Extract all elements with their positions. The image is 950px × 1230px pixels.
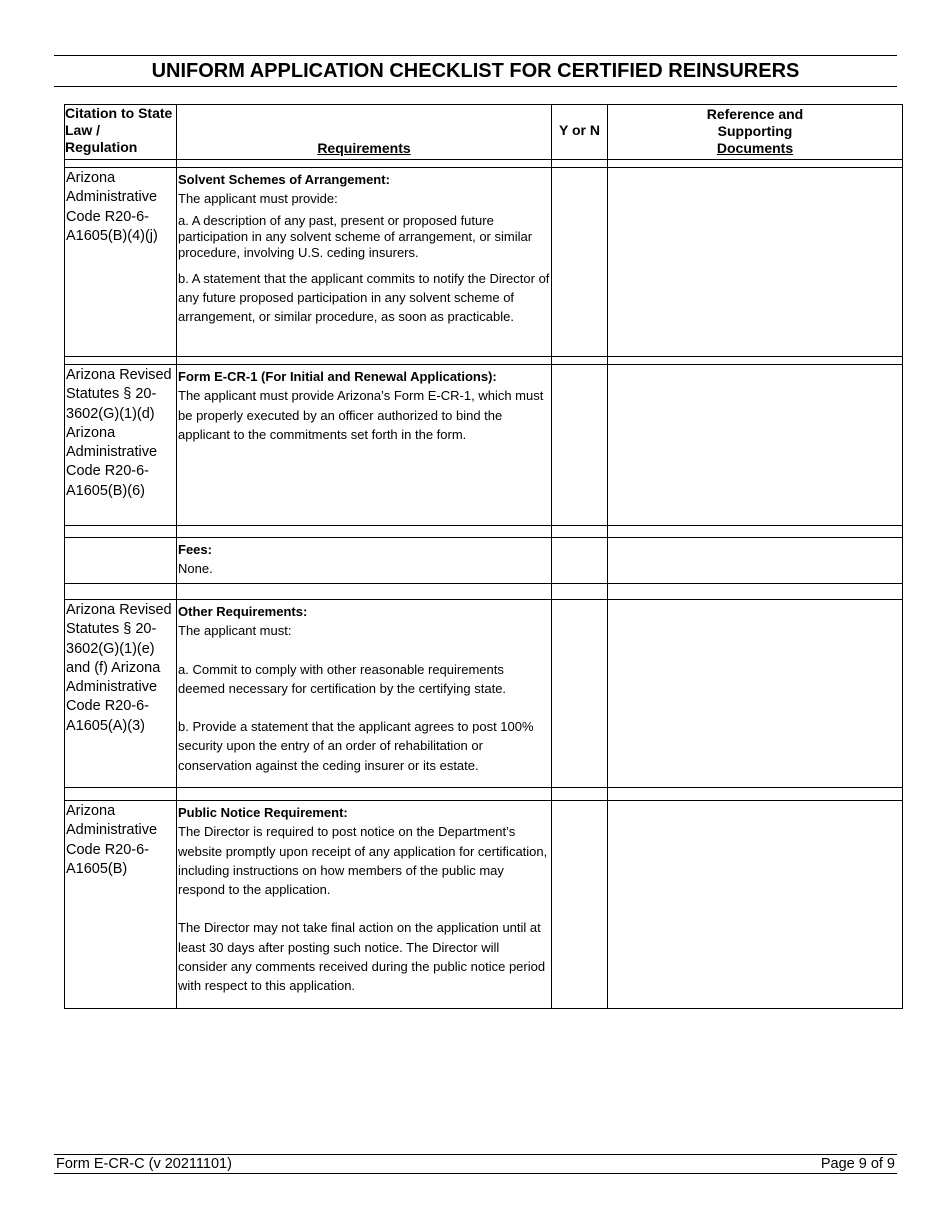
form-id: Form E-CR-C (v 20211101) [56, 1156, 232, 1172]
yn-cell[interactable] [552, 365, 608, 526]
table-row [65, 538, 903, 584]
yn-cell[interactable] [552, 801, 608, 1009]
spacer-row [65, 788, 903, 801]
requirement-item-b: b. Provide a statement that the applicant agrees to post 100% security upon the entry of an order of rehabilitation or conservation against the ceding insurer or its estate. [178, 719, 534, 773]
title-bar [54, 55, 897, 87]
requirements-cell [177, 801, 552, 1009]
page-number: Page 9 of 9 [820, 1156, 895, 1172]
requirements-cell [177, 365, 552, 526]
spacer-row [65, 160, 903, 168]
spacer-row [65, 357, 903, 365]
requirement-body: None. [178, 561, 213, 577]
table-row [65, 365, 903, 526]
header-requirements [177, 105, 552, 160]
requirements-cell [177, 168, 552, 357]
citation-cell: Arizona Administrative Code R20-6-A1605(B)(4)(j) [65, 168, 177, 357]
requirement-para-1: The Director is required to post notice on the Department’s website promptly upon receipt of any application for certification, including instructions on how members of the public may respond to the application. [178, 824, 548, 898]
spacer-row [65, 526, 903, 538]
yn-cell[interactable] [552, 538, 608, 584]
table-row [65, 801, 903, 1009]
reference-cell[interactable] [608, 600, 903, 788]
header-requirements-label: Requirements [317, 140, 411, 156]
yn-cell[interactable] [552, 600, 608, 788]
citation-cell [65, 538, 177, 584]
requirement-intro: The applicant must: [178, 623, 292, 639]
requirements-cell [177, 538, 552, 584]
header-row [65, 105, 903, 160]
page-footer [54, 1154, 897, 1174]
citation-cell: Arizona Revised Statutes § 20-3602(G)(1)(e) and (f) Arizona Administrative Code R20-6-A1605(A)(3) [65, 600, 177, 788]
requirement-heading: Other Requirements: [178, 604, 308, 619]
header-yn: Y or N [552, 105, 608, 160]
requirement-intro: The applicant must provide: [178, 191, 338, 207]
requirements-cell [177, 600, 552, 788]
header-citation: Citation to State Law / Regulation [65, 105, 177, 160]
header-reference [608, 105, 903, 160]
requirement-heading: Public Notice Requirement: [178, 805, 348, 820]
citation-cell: Arizona Administrative Code R20-6-A1605(B) [65, 801, 177, 1009]
header-reference-line3: Documents [716, 140, 794, 156]
requirement-heading: Form E-CR-1 (For Initial and Renewal Applications): [178, 369, 497, 384]
requirement-item-a: a. A description of any past, present or proposed future participation in any solvent scheme of arrangement, or similar procedure, involving U.S. ceding insurers. [178, 212, 533, 260]
header-reference-line1: Reference and [706, 106, 804, 122]
reference-cell[interactable] [608, 801, 903, 1009]
checklist-table [64, 104, 903, 1009]
requirement-item-a: a. Commit to comply with other reasonable requirements deemed necessary for certification by the certifying state. [178, 661, 507, 696]
yn-cell[interactable] [552, 168, 608, 357]
spacer-row [65, 584, 903, 600]
requirement-heading: Fees: [178, 542, 212, 557]
table-row [65, 600, 903, 788]
reference-cell[interactable] [608, 538, 903, 584]
reference-cell[interactable] [608, 365, 903, 526]
requirement-body: The applicant must provide Arizona’s Form E-CR-1, which must be properly executed by an officer authorized to bind the applicant to the commitments set forth in the form. [178, 388, 544, 442]
requirement-heading: Solvent Schemes of Arrangement: [178, 172, 390, 187]
table-row [65, 168, 903, 357]
requirement-para-2: The Director may not take final action on the application until at least 30 days after posting such notice. The Director will consider any comments received during the public notice period with respect to this application. [178, 920, 546, 994]
header-reference-line2: Supporting [717, 123, 793, 139]
citation-cell: Arizona Revised Statutes § 20-3602(G)(1)(d) Arizona Administrative Code R20-6-A1605(B)(6) [65, 365, 177, 526]
page-title: UNIFORM APPLICATION CHECKLIST FOR CERTIFIED REINSURERS [151, 60, 800, 82]
requirement-item-b: b. A statement that the applicant commits to notify the Director of any future proposed participation in any solvent scheme of arrangement, or similar procedure, as soon as practicable. [178, 270, 550, 325]
reference-cell[interactable] [608, 168, 903, 357]
